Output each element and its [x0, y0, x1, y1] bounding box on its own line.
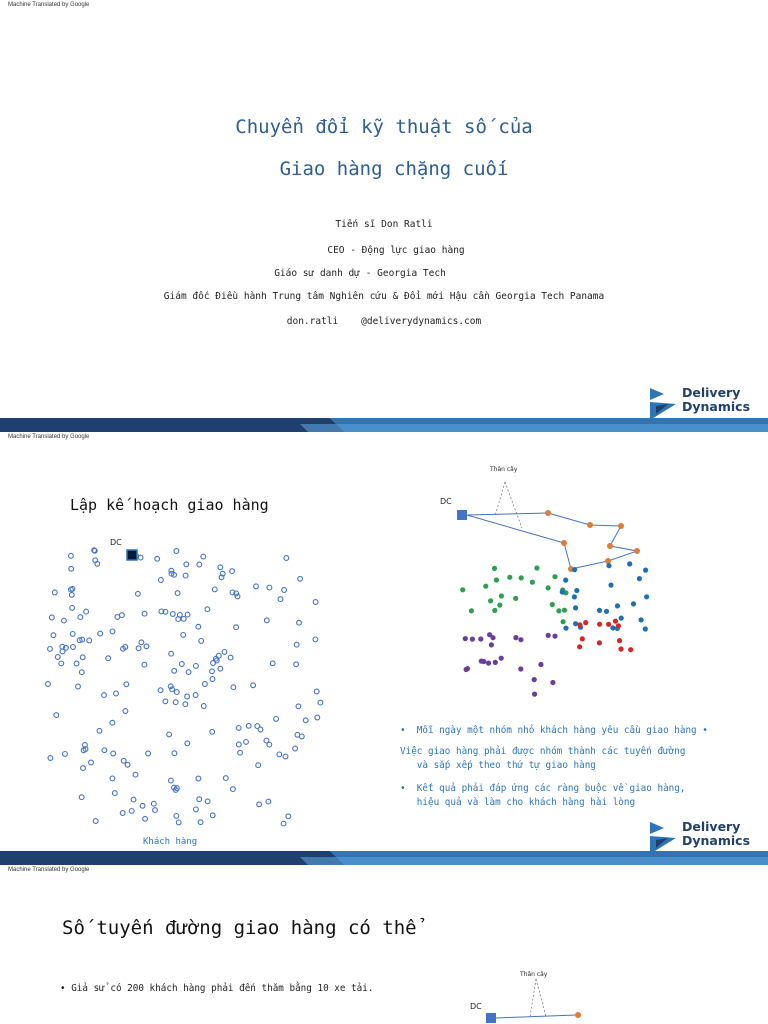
- customer-dot: [153, 808, 158, 813]
- customer-dot: [489, 642, 494, 647]
- customer-dot: [142, 611, 147, 616]
- customer-dot: [488, 598, 493, 603]
- customer-dot: [158, 688, 163, 693]
- customer-dot: [282, 588, 287, 593]
- customer-dot: [140, 803, 145, 808]
- customer-dot: [294, 642, 299, 647]
- customer-dot: [114, 691, 119, 696]
- customer-dot: [606, 622, 611, 627]
- customer-dot: [48, 756, 53, 761]
- customer-dot: [198, 820, 203, 825]
- customer-dot: [277, 752, 282, 757]
- customer-dot: [54, 713, 59, 718]
- route-stop: [561, 540, 567, 546]
- customer-dot: [460, 587, 465, 592]
- route-segment: [608, 551, 637, 561]
- customer-dot: [572, 594, 577, 599]
- route-stop: [607, 543, 613, 549]
- customer-dot: [193, 693, 198, 698]
- watermark: Machine Translated by Google: [8, 867, 90, 873]
- customer-dot: [181, 617, 186, 622]
- customer-dot: [181, 633, 186, 638]
- customer-dot: [297, 620, 302, 625]
- customer-dot: [532, 677, 537, 682]
- customer-dot: [121, 758, 126, 763]
- customer-dot: [172, 668, 177, 673]
- customer-dot: [318, 700, 323, 705]
- customer-dot: [78, 615, 83, 620]
- customer-dot: [199, 639, 204, 644]
- customer-dot: [124, 682, 129, 687]
- customer-dot: [550, 680, 555, 685]
- customer-dot: [546, 633, 551, 638]
- customer-dot: [643, 626, 648, 631]
- route-segment: [590, 525, 621, 526]
- customer-dot: [469, 608, 474, 613]
- dc-depot: [486, 1013, 496, 1023]
- customer-dot: [70, 632, 75, 637]
- customer-dot: [183, 573, 188, 578]
- customer-dot: [597, 608, 602, 613]
- customer-dot: [151, 801, 156, 806]
- customer-dot: [201, 554, 206, 559]
- customer-dot: [70, 606, 75, 611]
- customer-dot: [123, 709, 128, 714]
- customer-dot: [136, 646, 141, 651]
- customer-dot: [197, 562, 202, 567]
- tree-label: Thân cây: [520, 971, 548, 978]
- customer-dot: [546, 585, 551, 590]
- customer-dot: [87, 638, 92, 643]
- route-segment: [467, 513, 548, 515]
- dc-label-left: DC: [110, 538, 122, 547]
- customer-dot: [80, 655, 85, 660]
- customer-dot: [196, 776, 201, 781]
- customer-dot: [51, 633, 56, 638]
- customer-dot: [133, 772, 138, 777]
- route-segment: [467, 515, 564, 543]
- customer-dot: [499, 656, 504, 661]
- route-diagram: [440, 462, 700, 712]
- customer-dot: [112, 791, 117, 796]
- email: [0, 316, 768, 327]
- customer-dot: [464, 667, 469, 672]
- customer-dot: [574, 588, 579, 593]
- customer-dot: [577, 622, 582, 627]
- logo-mark-icon: [650, 388, 678, 420]
- stop-node: [575, 1012, 581, 1018]
- customer-dot: [170, 612, 175, 617]
- customer-dot: [563, 578, 568, 583]
- customer-dot: [131, 797, 136, 802]
- customer-dot: [143, 816, 148, 821]
- customer-dot: [492, 566, 497, 571]
- customer-dot: [264, 618, 269, 623]
- customer-dot: [499, 593, 504, 598]
- customer-dot: [102, 693, 107, 698]
- customer-dot: [175, 591, 180, 596]
- customer-dot: [163, 699, 168, 704]
- customer-dot: [284, 556, 289, 561]
- customer-dot: [264, 738, 269, 743]
- customer-dot: [144, 644, 149, 649]
- role-ceo: CEO - Động lực giao hàng: [327, 245, 465, 256]
- route-diagram-partial: [480, 977, 620, 1024]
- customer-dot: [583, 620, 588, 625]
- customer-dot: [577, 644, 582, 649]
- route-stop: [545, 510, 551, 516]
- customer-dot: [194, 807, 199, 812]
- customer-dot: [76, 684, 81, 689]
- slide-title-line2: Giao hàng chặng cuối: [279, 158, 509, 180]
- customer-dot: [519, 575, 524, 580]
- author: Tiến sĩ Don Ratli: [335, 219, 433, 230]
- customer-dot: [617, 638, 622, 643]
- customer-dot: [169, 651, 174, 656]
- route-segment: [571, 561, 608, 569]
- route-segment: [548, 513, 590, 525]
- customer-dot: [205, 607, 210, 612]
- customer-dot: [313, 637, 318, 642]
- customer-dot: [184, 562, 189, 567]
- customer-dot: [563, 626, 568, 631]
- logo-line2: Dynamics: [682, 399, 751, 414]
- customer-dot: [298, 576, 303, 581]
- customer-dot: [494, 577, 499, 582]
- customer-dot: [71, 645, 76, 650]
- customer-dot: [196, 624, 201, 629]
- customer-dot: [230, 569, 235, 574]
- customer-dot: [210, 729, 215, 734]
- customer-dot: [606, 563, 611, 568]
- customer-dot: [89, 760, 94, 765]
- route-segment: [610, 526, 621, 546]
- customer-dot: [296, 704, 301, 709]
- customer-dot: [49, 615, 54, 620]
- customer-dot: [176, 617, 181, 622]
- customer-dot: [254, 584, 259, 589]
- customer-dot: [79, 795, 84, 800]
- customer-dot: [532, 692, 537, 697]
- bullet-1: • Giả sử có 200 khách hàng phải đến thăm bằng 10 xe tải.: [60, 983, 374, 994]
- customer-dot: [281, 821, 286, 826]
- customer-dot: [185, 694, 190, 699]
- customer-dot: [518, 666, 523, 671]
- customer-dot: [167, 732, 172, 737]
- customer-dot: [228, 655, 233, 660]
- role-director: Giám đốc Điều hành Trung tâm Nghiên cứu & Đổi mới Hậu cần Georgia Tech Panama: [163, 291, 605, 302]
- watermark: Machine Translated by Google: [8, 434, 90, 440]
- customer-dot: [197, 797, 202, 802]
- customer-dot: [486, 661, 491, 666]
- customer-dot: [186, 670, 191, 675]
- customer-dot: [534, 565, 539, 570]
- customer-dot: [236, 726, 241, 731]
- logo-line1: Delivery: [682, 385, 741, 400]
- customer-dot: [218, 565, 223, 570]
- customer-dot: [173, 700, 178, 705]
- customer-dot: [79, 670, 84, 675]
- customer-dot: [55, 655, 60, 660]
- customer-dot: [257, 802, 262, 807]
- customer-dot: [93, 819, 98, 824]
- customer-dot: [639, 617, 644, 622]
- customer-dot: [210, 669, 215, 674]
- customer-dot: [97, 728, 102, 733]
- route-stop: [605, 558, 611, 564]
- customer-dot: [313, 600, 318, 605]
- bullet-2-line1: Việc giao hàng phải được nhóm thành các tuyến đường: [400, 746, 686, 757]
- customer-dot: [234, 625, 239, 630]
- customer-dot: [483, 584, 488, 589]
- customer-dot: [303, 718, 308, 723]
- customer-dot: [52, 590, 57, 595]
- slide-heading: Lập kế hoạch giao hàng: [70, 496, 269, 514]
- customer-dot: [115, 615, 120, 620]
- customer-dot: [561, 619, 566, 624]
- customer-dot: [111, 751, 116, 756]
- customer-dot: [194, 664, 199, 669]
- customer-dot: [231, 787, 236, 792]
- customer-dot: [223, 776, 228, 781]
- customer-dot: [295, 732, 300, 737]
- customer-dot: [69, 566, 74, 571]
- footer-band: [0, 851, 768, 865]
- slide-1: [0, 0, 768, 432]
- customer-dot: [139, 640, 144, 645]
- route-stop: [618, 523, 624, 529]
- customer-dot: [513, 635, 518, 640]
- customer-dot: [210, 677, 215, 682]
- customer-dot: [492, 608, 497, 613]
- customer-dot: [169, 778, 174, 783]
- role-professor: Giáo sư danh dự - Georgia Tech: [274, 268, 446, 279]
- bullet-2-line2: và sắp xếp theo thứ tự giao hàng: [400, 760, 596, 771]
- customer-dot: [106, 656, 111, 661]
- customer-dot: [69, 553, 74, 558]
- customer-dot: [270, 661, 275, 666]
- customer-dot: [205, 799, 210, 804]
- email-domain: @deliverydynamics.com: [361, 316, 482, 327]
- customer-dot: [69, 593, 74, 598]
- customer-dot: [120, 811, 125, 816]
- customer-dot: [255, 724, 260, 729]
- customer-dot: [159, 578, 164, 583]
- customer-dot: [580, 636, 585, 641]
- logo-line2: Dynamics: [682, 833, 751, 848]
- customer-dot: [201, 704, 206, 709]
- customer-dot: [560, 589, 565, 594]
- customer-dot: [274, 717, 279, 722]
- customer-dot: [102, 748, 107, 753]
- slide-title-line1: Chuyển đổi kỹ thuật số của: [235, 116, 533, 138]
- customer-dot: [231, 685, 236, 690]
- customer-dot: [222, 650, 227, 655]
- customer-dot: [98, 631, 103, 636]
- customer-map: [40, 532, 340, 842]
- dc-label: DC: [470, 1002, 482, 1011]
- customer-dot: [613, 619, 618, 624]
- customer-dot: [627, 561, 632, 566]
- customer-dot: [604, 609, 609, 614]
- customer-dot: [110, 776, 115, 781]
- customer-dot: [46, 682, 51, 687]
- customer-dot: [278, 597, 283, 602]
- customer-dot: [562, 608, 567, 613]
- slide-3: [0, 865, 768, 1024]
- customer-dot: [176, 820, 181, 825]
- bullet-1: • Mỗi ngày một nhóm nhỏ khách hàng yêu cầu giao hàng •: [400, 725, 708, 736]
- delivery-dynamics-logo: [650, 386, 768, 422]
- bullet-3-line1: • Kết quả phải đáp ứng các ràng buộc về giao hàng,: [400, 783, 686, 794]
- customer-dot: [530, 580, 535, 585]
- customer-dot: [218, 666, 223, 671]
- customer-dot: [266, 799, 271, 804]
- customer-dot: [513, 596, 518, 601]
- customer-dot: [81, 766, 86, 771]
- watermark: Machine Translated by Google: [8, 2, 90, 8]
- customer-dot: [251, 683, 256, 688]
- customer-dot: [246, 723, 251, 728]
- customer-dot: [497, 603, 502, 608]
- customer-dot: [110, 629, 115, 634]
- route-segment: [564, 543, 571, 569]
- customer-dot: [493, 660, 498, 665]
- footer-band: [0, 418, 768, 432]
- logo-mark-icon: [650, 822, 678, 854]
- trunk-line: [505, 482, 522, 528]
- bullet-3-line2: hiệu quả và làm cho khách hàng hài lòng: [400, 797, 636, 808]
- customer-dot: [644, 594, 649, 599]
- customer-dot: [619, 616, 624, 621]
- customer-dot: [597, 622, 602, 627]
- customer-dot: [293, 746, 298, 751]
- customer-dot: [172, 751, 177, 756]
- customer-dot: [487, 632, 492, 637]
- customer-dot: [174, 690, 179, 695]
- customer-dot: [550, 602, 555, 607]
- customer-dot: [597, 640, 602, 645]
- customer-dot: [518, 637, 523, 642]
- customer-dot: [138, 555, 143, 560]
- customer-dot: [463, 636, 468, 641]
- customer-dot: [155, 556, 160, 561]
- customer-dot: [479, 659, 484, 664]
- customer-dot: [615, 603, 620, 608]
- customer-dot: [573, 605, 578, 610]
- customer-dot: [125, 762, 130, 767]
- customer-dot: [48, 647, 53, 652]
- customer-dot: [314, 689, 319, 694]
- customer-dot: [136, 591, 141, 596]
- customer-dot: [267, 585, 272, 590]
- customer-dot: [538, 662, 543, 667]
- trunk-line: [495, 482, 505, 516]
- customer-dot: [74, 661, 79, 666]
- customer-dot: [59, 661, 64, 666]
- customer-dot: [129, 809, 134, 814]
- logo-line1: Delivery: [682, 819, 741, 834]
- customer-dot: [210, 813, 215, 818]
- customer-dot: [203, 682, 208, 687]
- customer-dot: [63, 752, 68, 757]
- customer-dot: [236, 742, 241, 747]
- customer-dot: [110, 720, 115, 725]
- route-segment: [610, 546, 637, 551]
- customer-dot: [552, 634, 557, 639]
- customer-dot: [185, 612, 190, 617]
- customer-dot: [616, 623, 621, 628]
- slide-heading: Số tuyến đường giao hàng có thể: [62, 917, 417, 939]
- customer-dot: [637, 576, 642, 581]
- dc-depot-left: [127, 550, 137, 560]
- dc-depot-right: [457, 510, 467, 520]
- customer-dot: [286, 814, 291, 819]
- customer-dot: [84, 609, 89, 614]
- customer-dot: [142, 662, 147, 667]
- customer-dot: [294, 662, 299, 667]
- route-stop: [587, 522, 593, 528]
- customers-label: Khách hàng: [143, 837, 198, 847]
- customer-dot: [315, 715, 320, 720]
- customer-dot: [628, 647, 633, 652]
- customer-dot: [552, 574, 557, 579]
- customer-dot: [256, 763, 261, 768]
- customer-dot: [179, 662, 184, 667]
- customer-dot: [283, 754, 288, 759]
- email-user: don.ratli: [286, 316, 339, 327]
- customer-dot: [244, 740, 249, 745]
- customer-dot: [216, 653, 221, 658]
- customer-dot: [183, 702, 188, 707]
- customer-dot: [556, 608, 561, 613]
- customer-dot: [643, 568, 648, 573]
- customer-dot: [212, 587, 217, 592]
- customer-dot: [608, 583, 613, 588]
- route-stop: [634, 548, 640, 554]
- customer-dot: [62, 618, 67, 623]
- customer-dot: [174, 549, 179, 554]
- customer-dot: [146, 751, 151, 756]
- dc-label-right: DC: [440, 497, 452, 506]
- customer-dot: [185, 741, 190, 746]
- tree-label-right: Thân cây: [490, 466, 518, 473]
- customer-dot: [470, 637, 475, 642]
- slide-2: [0, 432, 768, 865]
- customer-dot: [238, 750, 243, 755]
- customer-dot: [60, 649, 65, 654]
- customer-dot: [478, 636, 483, 641]
- customer-dot: [507, 575, 512, 580]
- customer-dot: [572, 567, 577, 572]
- customer-dot: [618, 646, 623, 651]
- customer-dot: [610, 625, 615, 630]
- customer-dot: [631, 601, 636, 606]
- customer-dot: [174, 814, 179, 819]
